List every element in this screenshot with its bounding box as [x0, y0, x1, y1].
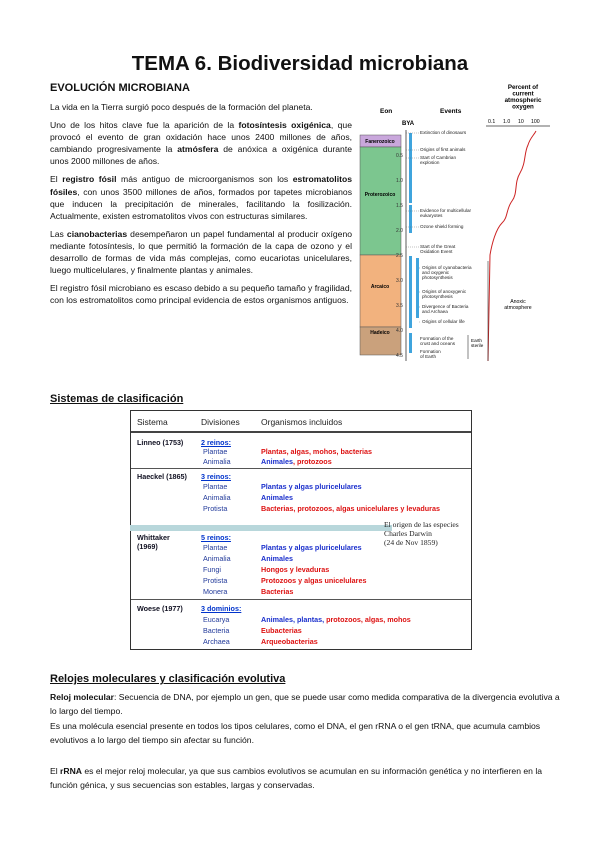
text-run: estromatolitos fósiles	[50, 174, 352, 197]
oxygen-label-2: current	[512, 90, 534, 98]
org-haeckel-3	[261, 504, 440, 513]
event-9: Origins of cyanobacteria	[422, 265, 472, 270]
timeline-events	[420, 130, 472, 359]
col-events-label: Events	[440, 108, 462, 115]
scale-10: 10	[518, 119, 524, 125]
reloj-paragraph-2: Es una molécula esencial presente en todos los tipos celulares, como el DNA, el gen rRNA o el gen tRNA, que acumula cambios evolutivos a lo largo del tiempo sin afectar su función.	[50, 721, 541, 746]
text-run: , con unos 3500 millones de años, formados por tapetes microbianos que inducen la precipitación de minerales, facilitando la fosilización. Actualmente, existen estromatolitos vivos con estructuras similares.	[50, 186, 352, 221]
div-monera-3: Monera	[203, 587, 228, 596]
darwin-marker-line	[130, 525, 392, 531]
text-run: Hongos y levaduras	[261, 565, 330, 574]
org-woese-3	[261, 637, 318, 646]
table-row-linneo-count: 2 reinos:	[201, 438, 231, 447]
event-10: and oxygenic	[422, 270, 450, 275]
event-13: photosynthesis	[422, 294, 453, 299]
oxygen-label-3: atmospheric	[504, 97, 542, 104]
org-whittaker-2	[261, 554, 293, 563]
div-eucarya: Eucarya	[203, 615, 230, 624]
text-run: El	[50, 174, 63, 185]
tick-0-5: 0.5	[396, 153, 403, 159]
earth-sterile-1: Earth	[471, 338, 482, 343]
tick-3-0: 3.0	[396, 278, 403, 284]
table-row-whittaker-name-1: Whittaker	[137, 533, 170, 542]
eon-arcaico	[360, 255, 401, 327]
table-header-divisiones: Divisiones	[201, 417, 240, 427]
text-run: más antiguo de microorganismos son los	[116, 174, 293, 185]
section-heading-sistemas: Sistemas de clasificación	[50, 393, 184, 405]
oxygen-label-1: Percent of	[507, 84, 539, 91]
scale-100: 100	[531, 119, 540, 125]
event-6: Ozone shield forming	[420, 224, 464, 229]
paragraph-3	[50, 173, 352, 221]
event-0: Extinction of dinosaurs	[420, 130, 467, 135]
tick-4-5: 4.5	[396, 353, 403, 359]
div-plantae-3: Plantae	[203, 543, 228, 552]
table-header-sistema: Sistema	[137, 417, 168, 427]
text-run: de anóxica a oxigénica durante unos 2000 millones de años.	[50, 144, 352, 167]
text-run: Plantas y algas pluricelulares	[261, 543, 362, 552]
eon-hadeico-label: Hadeico	[370, 330, 390, 336]
org-haeckel-1	[261, 482, 362, 491]
bya-label: BYA	[402, 121, 415, 127]
oxygen-curve	[488, 131, 536, 361]
eon-proterozoico-label: Proterozoico	[364, 192, 396, 198]
scale-1-0: 1.0	[503, 119, 511, 125]
event-17: Formation of the	[420, 336, 454, 341]
org-woese-2	[261, 626, 302, 635]
tick-1-5: 1.5	[396, 203, 403, 209]
rrna-def: es el mejor reloj molecular, ya que sus cambios evolutivos se acumulan en su información genética y no interfieren en la función génica, y sus secuencias son estables, largas y conservadas.	[50, 766, 543, 791]
bya-ticks	[396, 153, 403, 359]
table-row-linneo-name: Linneo (1753)	[137, 438, 184, 447]
event-1: Origins of first animals	[420, 147, 466, 152]
org-whittaker-5	[261, 587, 293, 596]
div-fungi-3: Fungi	[203, 565, 221, 574]
section-heading-relojes: Relojes moleculares y clasificación evolutiva	[50, 673, 286, 685]
text-run: protozoos, algas, mohos	[326, 615, 411, 624]
paragraph-5: El registro fósil microbiano es escaso debido a su pequeño tamaño y fragilidad, con los estromatolitos como principal evidencia de estos organismos antiguos.	[50, 283, 352, 306]
div-bacteria: Bacteria	[203, 626, 230, 635]
event-12: Origins of anoxygenic	[422, 289, 467, 294]
text-run: Uno de los hitos clave fue la aparición de la	[50, 120, 239, 131]
div-animalia-2: Animalia	[203, 493, 231, 502]
reloj-paragraph-1	[50, 690, 560, 718]
text-run: Arqueobacterias	[261, 637, 318, 646]
tick-2-5: 2.5	[396, 253, 403, 259]
event-2: Start of Cambrian	[420, 155, 456, 160]
text-run: registro fósil	[62, 174, 117, 185]
org-haeckel-2	[261, 493, 293, 502]
org-whittaker-3	[261, 565, 329, 574]
table-row-haeckel-name: Haeckel (1865)	[137, 472, 187, 481]
text-run: cianobacterias	[66, 228, 128, 239]
table-row-haeckel-count: 3 reinos:	[201, 472, 231, 481]
rrna-pre: El	[50, 766, 61, 776]
event-7: Start of the Great	[420, 244, 456, 249]
col-eon-label: Eon	[380, 108, 393, 115]
div-animalia-1: Animalia	[203, 457, 231, 466]
org-linneo-2	[261, 457, 332, 466]
tick-4-0: 4.0	[396, 328, 403, 334]
text-run: Animales	[261, 493, 293, 502]
tick-2-0: 2.0	[396, 228, 403, 234]
reloj-term: Reloj molecular	[50, 692, 114, 702]
darwin-note	[384, 520, 459, 547]
text-run: Animales	[261, 457, 293, 466]
tick-3-5: 3.5	[396, 303, 403, 309]
org-linneo-1	[261, 447, 372, 456]
darwin-note-1: El origen de las especies	[384, 520, 459, 529]
org-whittaker-1	[261, 543, 362, 552]
text-run: Bacterias, protozoos, algas unicelulares y levaduras	[261, 504, 440, 513]
text-run: fotosíntesis oxigénica	[238, 120, 331, 131]
table-row-whittaker-count: 5 reinos:	[201, 533, 231, 542]
reloj-def: : Secuencia de DNA, por ejemplo un gen, que se puede usar como medida comparativa de la divergencia evolutiva a lo largo del tiempo.	[50, 692, 560, 717]
text-run: , que provocó el evento de gran oxidación hace unos 2400 millones de años, cambiando progresivamente la	[50, 120, 352, 155]
event-8: Oxidation Event	[420, 249, 453, 254]
text-run: , protozoos	[292, 457, 332, 466]
darwin-note-2: Charles Darwin	[384, 529, 432, 538]
org-woese-1	[261, 615, 411, 624]
div-archaea: Archaea	[203, 637, 230, 646]
event-16: Origins of cellular life	[422, 319, 465, 324]
reloj-paragraph-3	[50, 764, 560, 792]
event-18: crust and oceans	[420, 341, 455, 346]
event-15: and Archaea	[422, 309, 448, 314]
event-20: of Earth	[420, 354, 437, 359]
tick-1-0: 1.0	[396, 178, 403, 184]
org-whittaker-4	[261, 576, 366, 585]
page-title: TEMA 6. Biodiversidad microbiana	[131, 52, 469, 75]
eon-proterozoico	[360, 147, 401, 255]
text-run: Animales	[261, 554, 293, 563]
text-run: Plantas y algas pluricelulares	[261, 482, 362, 491]
text-run: atmósfera	[177, 144, 219, 155]
event-14: Divergence of Bacteria	[422, 304, 469, 309]
scale-0-1: 0.1	[488, 119, 496, 125]
evolucion-text	[50, 101, 352, 312]
text-run: Bacterias	[261, 587, 294, 596]
event-4: Evidence for multicellular	[420, 208, 472, 213]
anoxic-label-1: Anoxic	[510, 299, 526, 305]
paragraph-1: La vida en la Tierra surgió poco después de la formación del planeta.	[50, 102, 313, 112]
text-run: Eubacterias	[261, 626, 302, 635]
table-row-woese-name: Woese (1977)	[137, 604, 183, 613]
div-protista-3: Protista	[203, 576, 228, 585]
event-11: photosynthesis	[422, 275, 453, 280]
paragraph-4	[50, 228, 352, 276]
eon-arcaico-label: Arcaico	[370, 284, 390, 290]
event-19: Formation	[420, 349, 441, 354]
table-row-woese-count: 3 dominios:	[201, 604, 242, 613]
anoxic-label-2: atmosphere	[504, 305, 532, 311]
table-row-whittaker-name-2: (1969)	[137, 542, 158, 551]
rrna-term: rRNA	[60, 766, 82, 776]
table-header-organismos: Organismos incluidos	[261, 417, 343, 427]
div-protista-2: Protista	[203, 504, 228, 513]
div-animalia-3: Animalia	[203, 554, 231, 563]
event-3: explosion	[420, 160, 440, 165]
text-run: Protozoos y algas unicelulares	[261, 576, 367, 585]
section-heading-evolucion: EVOLUCIÓN MICROBIANA	[50, 82, 190, 94]
text-run: desempeñaron un papel fundamental al producir oxígeno mediante fotosíntesis, lo que permitió la formación de la capa de ozono y el desarrollo de formas de vida más complejas, como eucariotas unicelulares, luego multicelulares, y finalmente plantas y animales.	[50, 228, 353, 276]
eon-fanerozoico-label: Fanerozoico	[365, 139, 395, 145]
div-plantae-2: Plantae	[203, 482, 228, 491]
oxygen-label-4: oxygen	[512, 103, 534, 111]
text-run: Plantas, algas, mohos, bacterias	[261, 447, 373, 456]
paragraph-2	[50, 119, 352, 167]
div-plantae-1: Plantae	[203, 447, 228, 456]
darwin-note-3: (24 de Nov 1859)	[384, 538, 438, 547]
earth-sterile-2: sterile	[471, 343, 484, 348]
text-run: Animales, plantas,	[261, 615, 327, 624]
event-5: eukaryotes	[420, 213, 443, 218]
geologic-timeline-figure	[358, 83, 558, 369]
text-run: Las	[50, 228, 67, 239]
